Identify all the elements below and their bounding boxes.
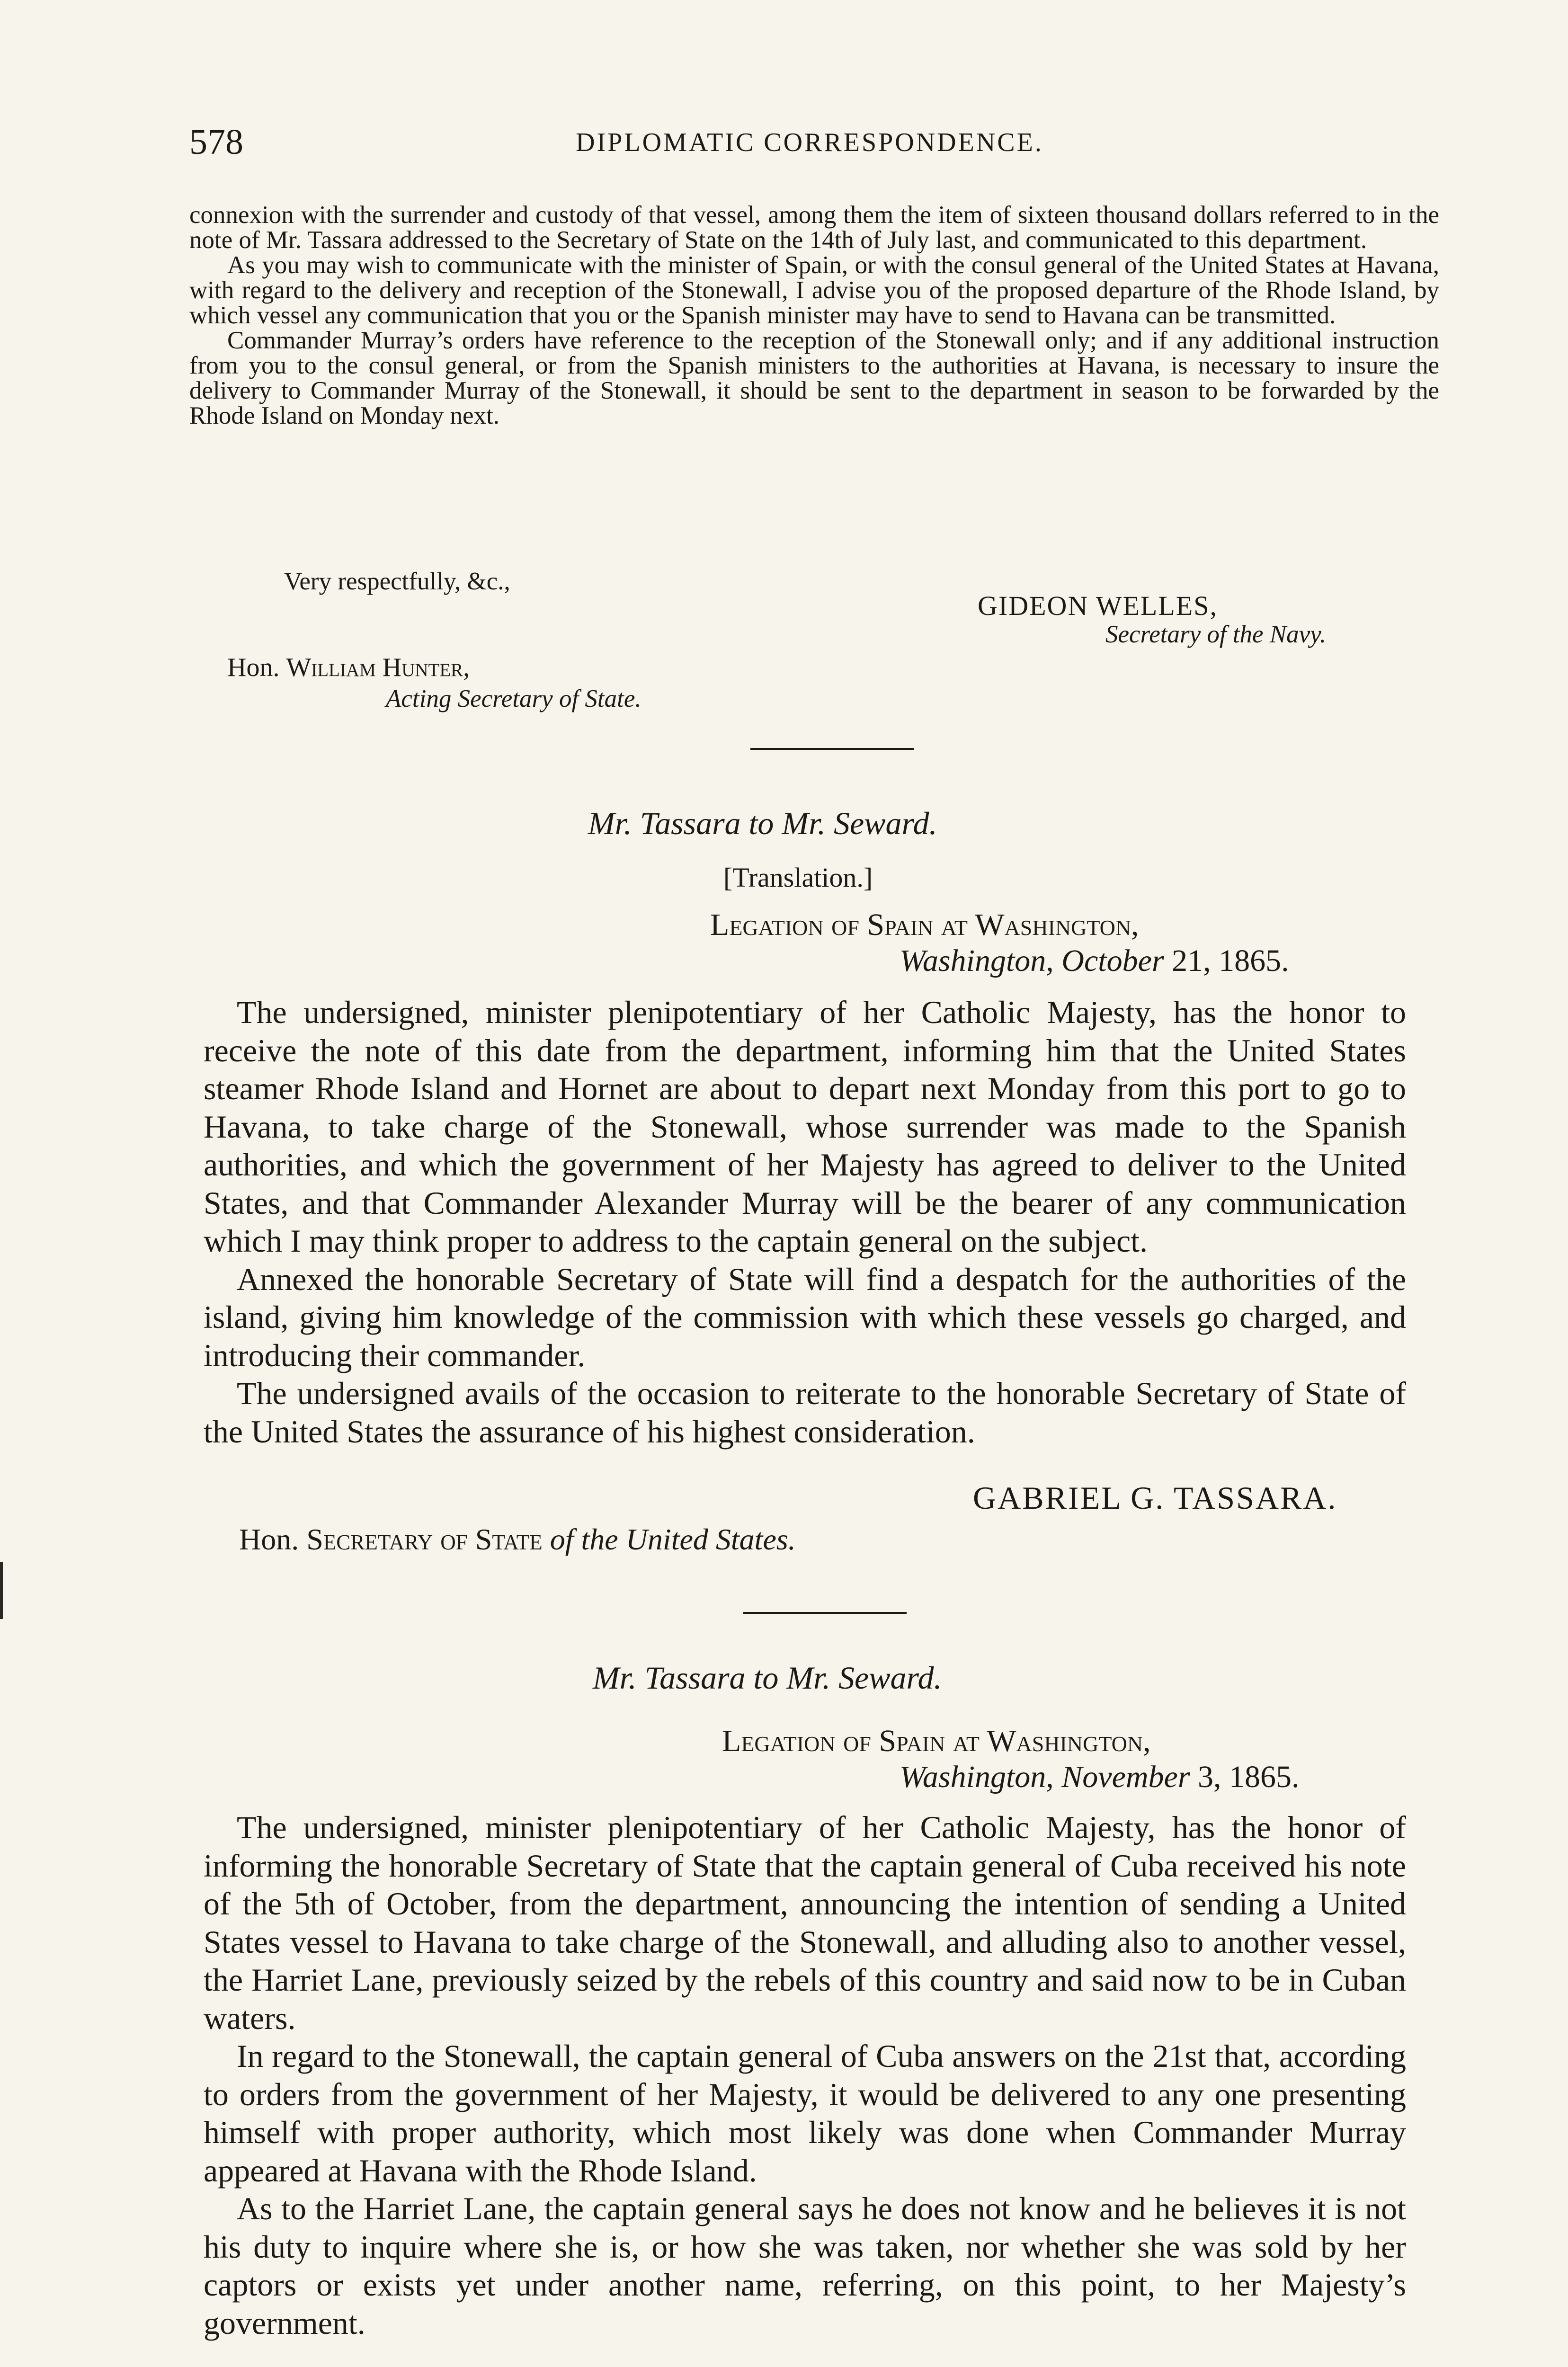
dateline-date: 21, 1865.	[1172, 943, 1289, 978]
page-number: 578	[189, 122, 243, 162]
addressee-line	[239, 1522, 796, 1557]
addressee-name: Secretary of State	[306, 1522, 543, 1556]
paragraph: The undersigned avails of the occasion to reiterate to the honorable Secretary of State of the United States the assurance of his highest consideration.	[204, 1375, 1406, 1450]
paragraph: Commander Murray’s orders have reference to the reception of the Stonewall only; and if any additional instruction from you to the consul general, or from the Spanish ministers to the authorities at Havana, is necessary to insure the delivery to Commander Murray of the Stonewall, it should be sent to the department in season to be forwarded by the Rhode Island on Monday next.	[189, 327, 1439, 429]
legation-heading: Legation of Spain at Washington,	[710, 908, 1139, 942]
addressee-name: William Hunter,	[286, 653, 470, 682]
closing: Very respectfully, &c.,	[284, 568, 510, 595]
dateline-place: Washington, November	[900, 1760, 1190, 1794]
paragraph: Annexed the honorable Secretary of State will find a despatch for the authorities of the island, giving him knowledge of the commission with which these vessels go charged, and introducing their commander.	[204, 1261, 1406, 1373]
running-head: DIPLOMATIC CORRESPONDENCE.	[576, 128, 1043, 157]
paragraph: In regard to the Stonewall, the captain general of Cuba answers on the 21st that, according to orders from the government of her Majesty, it would be delivered to any one presenting himself with proper authority, which most likely was done when Commander Murray appeared at Havana with the Rhode Island.	[204, 2038, 1406, 2189]
paragraph: The undersigned, minister plenipotentiary of her Catholic Majesty, has the honor of informing the honorable Secretary of State that the captain general of Cuba received his note of the 5th of October, from the department, announcing the intention of sending a United States vessel to Havana to take charge of the Stonewall, and alluding also to another vessel, the Harriet Lane, previously seized by the rebels of this country and said now to be in Cuban waters.	[204, 1809, 1406, 2036]
signature-name: GIDEON WELLES,	[978, 590, 1218, 621]
letter-caption: Mr. Tassara to Mr. Seward.	[593, 1660, 942, 1696]
paragraph: The undersigned, minister plenipotentiary of her Catholic Majesty, has the honor to receive the note of this date from the department, informing him that the United States steamer Rhode Island and Hornet are about to depart next Monday from this port to go to Havana, to take charge of the Stonewall, whose surrender was made to the Spanish authorities, and which the government of her Majesty has agreed to deliver to the United States, and that Commander Alexander Murray will be the bearer of any communication which I may think proper to address to the captain general on the subject.	[204, 994, 1406, 1259]
addressee-line	[227, 652, 470, 683]
paragraph: connexion with the surrender and custody of that vessel, among them the item of sixteen thousand dollars referred to in the note of Mr. Tassara addressed to the Secretary of State on the 14th of July last, and communicated to this department.	[189, 201, 1439, 254]
signature: GABRIEL G. TASSARA.	[973, 1480, 1337, 1516]
addressee-title: Acting Secretary of State.	[386, 685, 641, 712]
addressee-prefix: Hon.	[239, 1522, 299, 1556]
page-header	[189, 121, 1430, 163]
dateline-place: Washington, October	[900, 943, 1164, 978]
section-divider	[743, 1612, 907, 1614]
dateline-date: 3, 1865.	[1198, 1760, 1300, 1794]
section-divider	[750, 748, 914, 750]
legation-heading: Legation of Spain at Washington,	[722, 1724, 1151, 1758]
dateline	[900, 1759, 1300, 1795]
letter-body	[204, 1808, 1406, 2342]
paragraph: As to the Harriet Lane, the captain general says he does not know and he believes it is not his duty to inquire where she is, or how she was taken, nor whether she was sold by her captors or exists yet under another name, referring, on this point, to her Majesty’s government.	[204, 2190, 1406, 2341]
scan-edge-mark	[0, 1562, 3, 1619]
paragraph: As you may wish to communicate with the minister of Spain, or with the consul general of the United States at Havana, with regard to the delivery and reception of the Stonewall, I advise you of the proposed departure of the Rhode Island, by which vessel any communication that you or the Spanish minister may have to send to Havana can be transmitted.	[189, 251, 1439, 329]
signature-title: Secretary of the Navy.	[1105, 621, 1327, 648]
dateline	[900, 943, 1289, 979]
addressee-suffix: of the United States.	[550, 1522, 796, 1556]
letter-body	[204, 993, 1406, 1450]
addressee-prefix: Hon.	[227, 653, 280, 682]
letter-caption: Mr. Tassara to Mr. Seward.	[588, 805, 937, 841]
continued-letter-body	[189, 203, 1439, 428]
translation-note: [Translation.]	[723, 862, 873, 893]
